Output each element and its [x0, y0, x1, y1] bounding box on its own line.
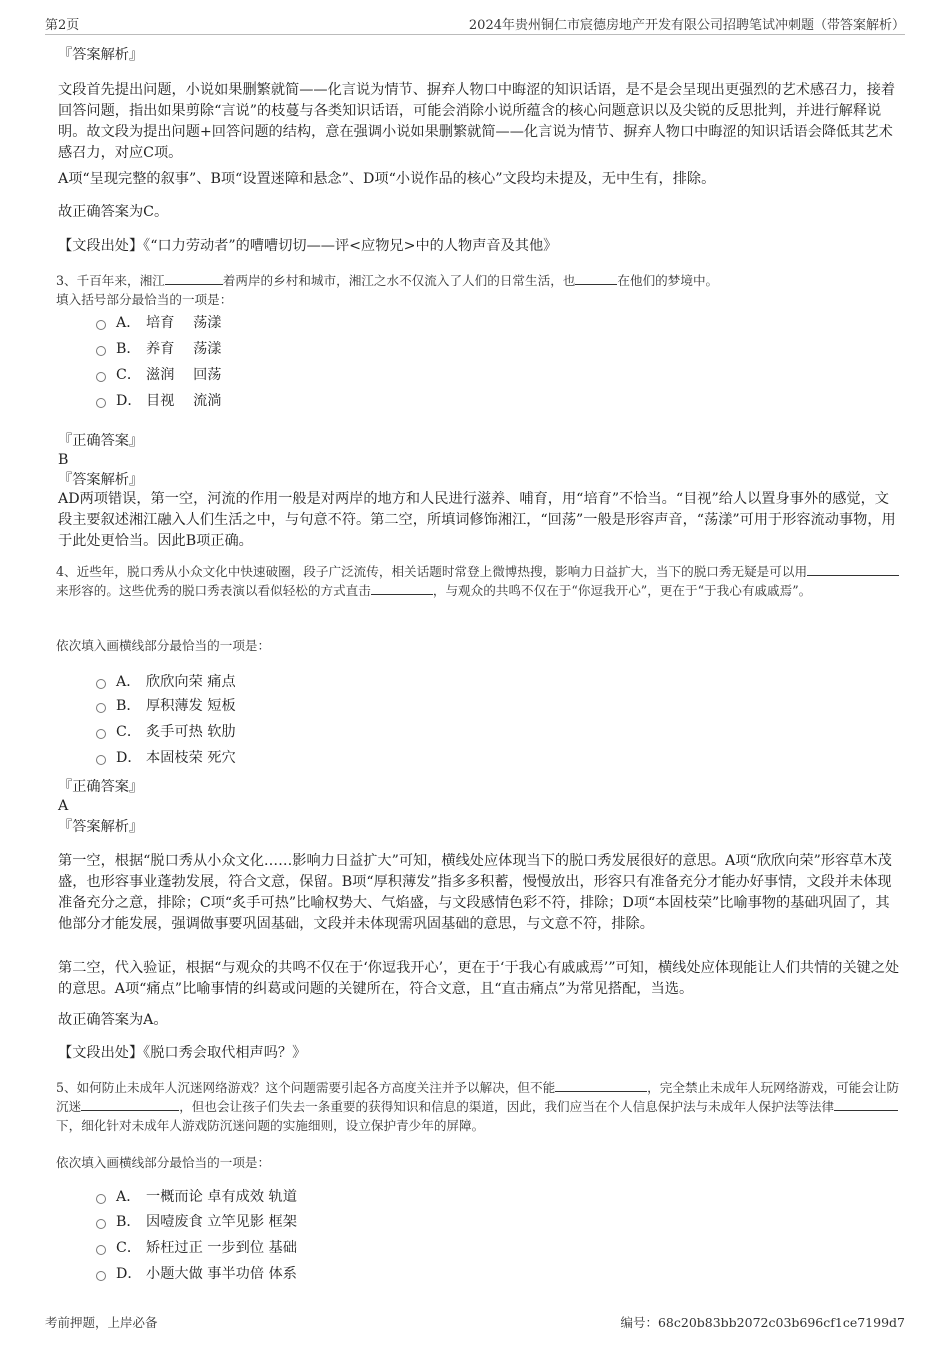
analysis-paragraph: 第一空，根据“脱口秀从小众文化……影响力日益扩大”可知，横线处应体现当下的脱口秀发展很好的意思。A项“欣欣向荣”形容草木茂盛，也形容事业蓬勃发展，符合文意，保留。B项“厚积薄发”指多多积蓄，慢慢放出，形容只有准备充分才能办好事情，文段并未体现准备充分之意，排除；C项“炙手可热”比喻权势大、气焰盛，与文段感情色彩不符，排除；D项“本固枝荣”比喻事物的基础巩固了，其他部分才能发展，强调做事要巩固基础，文段并未体现需巩固基础的意思，与文意不符，排除。 [58, 853, 892, 932]
option-c[interactable]: C． 矫枉过正 一步到位 基础 [96, 1237, 297, 1259]
option-b[interactable]: B． 因噎废食 立竿见影 框架 [96, 1211, 297, 1233]
question-stem: 5、如何防止未成年人沉迷网络游戏？这个问题需要引起各方高度关注并予以解决，但不能 ，完全禁止未成年人玩网络游戏，可能会让防沉迷 ，但也会让孩子们失去一条重要的获得知识和信息的渠道，因此，我们应当在个人信息保护法与未成年人保护法等法律下，细化针对未成年人游戏防沉迷问题的实施细则，设立保护青少年的屏障。 [56, 1080, 900, 1133]
footer-slogan: 考前押题，上岸必备 [45, 1315, 158, 1330]
radio-icon[interactable] [96, 729, 106, 739]
radio-icon[interactable] [96, 320, 106, 330]
analysis-label: 『答案解析』 [58, 819, 144, 835]
fill-blank [555, 1078, 647, 1092]
question-prompt: 依次填入画横线部分最恰当的一项是： [56, 1155, 271, 1170]
option-a[interactable]: A． 一概而论 卓有成效 轨道 [96, 1186, 297, 1208]
fill-blank [81, 1097, 179, 1111]
radio-icon[interactable] [96, 755, 106, 765]
question-prompt: 填入括号部分最恰当的一项是： [56, 292, 233, 307]
analysis-label: 『答案解析』 [58, 47, 144, 63]
source-citation: 【文段出处】《脱口秀会取代相声吗？》 [58, 1045, 307, 1061]
analysis-paragraph: A项“呈现完整的叙事”、B项“设置迷障和悬念”、D项“小说作品的核心”文段均未提及，无中生有，排除。 [58, 171, 716, 187]
answer-label: 『正确答案』 [58, 779, 144, 795]
option-c[interactable]: C． 炙手可热 软肋 [96, 721, 236, 743]
answer-label: 『正确答案』 [58, 433, 144, 449]
document-title: 2024年贵州铜仁市宸德房地产开发有限公司招聘笔试冲刺题（带答案解析） [468, 18, 905, 33]
answer-value: B [58, 452, 69, 468]
radio-icon[interactable] [96, 1219, 106, 1229]
radio-icon[interactable] [96, 1194, 106, 1204]
option-a[interactable]: A． 培育 荡漾 [96, 312, 221, 334]
source-citation: 【文段出处】《“口力劳动者”的嘈嘈切切——评<应物兄>中的人物声音及其他》 [58, 238, 558, 254]
radio-icon[interactable] [96, 1271, 106, 1281]
page-footer [45, 1313, 905, 1333]
question-stem: 4、近些年，脱口秀从小众文化中快速破圈，段子广泛流传，相关话题时常登上微博热搜，影响力日益扩大，当下的脱口秀无疑是可以用来形容的。这些优秀的脱口秀表演以看似轻松的方式直击 ，与观众的共鸣不仅在于“你逗我开心”，更在于“于我心有戚戚焉”。 [56, 562, 902, 600]
radio-icon[interactable] [96, 372, 106, 382]
question-prompt: 依次填入画横线部分最恰当的一项是： [56, 638, 271, 653]
radio-icon[interactable] [96, 1245, 106, 1255]
radio-icon[interactable] [96, 398, 106, 408]
fill-blank [165, 271, 223, 285]
answer-statement: 故正确答案为A。 [58, 1012, 168, 1028]
fill-blank [371, 581, 433, 595]
analysis-paragraph: AD两项错误，第一空，河流的作用一般是对两岸的地方和人民进行滋养、哺育，用“培育”不恰当。“目视”给人以置身事外的感觉，文段主要叙述湘江融入人们生活之中，与句意不符。第二空，所填词修饰湘江，“回荡”一般是形容声音，“荡漾”可用于形容流动事物，用于此处更恰当。因此B项正确。 [58, 491, 896, 549]
option-d[interactable]: D． 小题大做 事半功倍 体系 [96, 1263, 297, 1285]
option-c[interactable]: C． 滋润 回荡 [96, 364, 221, 386]
option-d[interactable]: D． 本固枝荣 死穴 [96, 747, 236, 769]
analysis-label: 『答案解析』 [58, 472, 144, 488]
option-b[interactable]: B． 厚积薄发 短板 [96, 695, 236, 717]
question-stem: 3、千百年来，湘江 着两岸的乡村和城市，湘江之水不仅流入了人们的日常生活，也 在他们的梦境中。 [56, 273, 719, 288]
page-number: 第2页 [45, 18, 80, 33]
radio-icon[interactable] [96, 346, 106, 356]
analysis-paragraph: 第二空，代入验证，根据“与观众的共鸣不仅在于‘你逗我开心’，更在于‘于我心有戚戚焉’”可知，横线处应体现能让人们共情的关键之处的意思。A项“痛点”比喻事情的纠葛或问题的关键所在，符合文意，且“直击痛点”为常见搭配，当选。 [58, 960, 900, 997]
radio-icon[interactable] [96, 703, 106, 713]
answer-statement: 故正确答案为C。 [58, 204, 169, 220]
option-a[interactable]: A． 欣欣向荣 痛点 [96, 671, 236, 693]
option-d[interactable]: D． 目视 流淌 [96, 390, 221, 412]
document-id: 编号：68c20b83bb2072c03b696cf1ce7199d7 [620, 1315, 905, 1330]
analysis-paragraph: 文段首先提出问题，小说如果删繁就简——化言说为情节、摒弃人物口中晦涩的知识话语，是不是会呈现出更强烈的艺术感召力，接着回答问题，指出如果剪除“言说”的枝蔓与各类知识话语，可能会消除小说所蕴含的核心问题意识以及尖锐的反思批判，并进行解释说明。故文段为提出问题+回答问题的结构，意在强调小说如果删繁就简——化言说为情节、摒弃人物口中晦涩的知识话语会降低其艺术感召力，对应C项。 [58, 82, 896, 161]
option-b[interactable]: B． 养育 荡漾 [96, 338, 221, 360]
answer-value: A [58, 798, 69, 814]
page-header [45, 14, 905, 35]
fill-blank [807, 562, 899, 576]
radio-icon[interactable] [96, 679, 106, 689]
fill-blank [834, 1097, 898, 1111]
fill-blank [575, 271, 617, 285]
